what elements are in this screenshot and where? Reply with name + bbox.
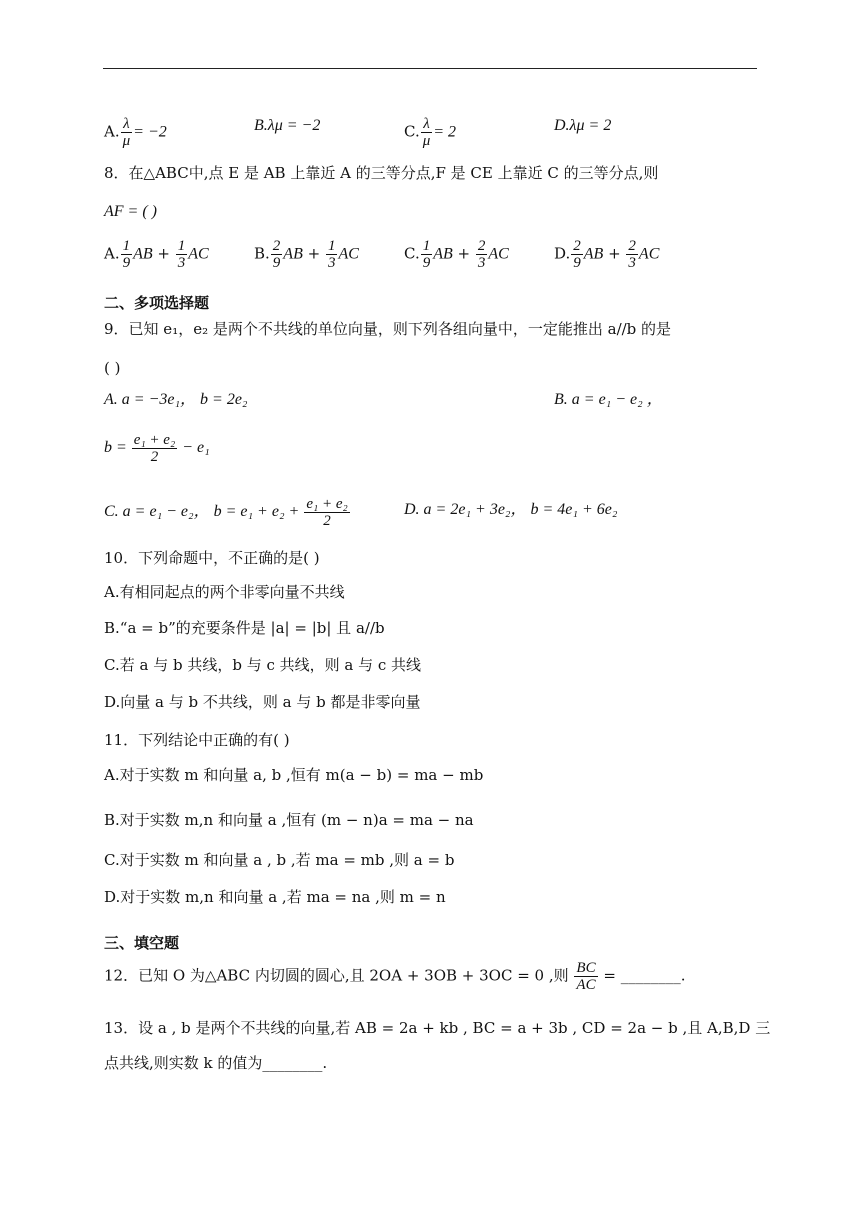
fraction: $\frac{2}{3}$	[477, 238, 486, 271]
vector-term: AC	[338, 245, 359, 263]
q7-a-fraction: $\frac{\lambda}{\mu}$	[122, 116, 131, 149]
option-label: A.	[104, 244, 120, 263]
option-label: C.	[404, 244, 420, 263]
q7-c-fraction: $\frac{\lambda}{\mu}$	[422, 116, 431, 149]
q11-option-d: D.对于实数 m,n 和向量 a ,若 ma = na ,则 m = n	[104, 888, 446, 906]
vector-term: AB	[283, 245, 303, 263]
fraction: $\frac{2}{9}$	[573, 238, 581, 271]
plus-sign: +	[302, 244, 325, 263]
q9-option-a: A. a = −3e₁， b = 2e₂	[104, 391, 248, 408]
option-label: D.	[554, 244, 571, 263]
vector-term: AB	[583, 245, 604, 263]
fraction: $\frac{2}{9}$	[272, 238, 281, 271]
q7-option-d: D.λμ = 2	[554, 117, 612, 134]
vector-term: AB	[433, 245, 453, 263]
fraction: $\frac{2}{3}$	[628, 238, 636, 271]
plus-sign: +	[452, 244, 475, 263]
q11-stem: 11．下列结论中正确的有( )	[104, 731, 290, 749]
q8-stem: 8．在△ABC中,点 E 是 AB 上靠近 A 的三等分点,F 是 CE 上靠近 C 的三等分点,则	[104, 164, 659, 182]
q10-option-b: B.“a = b”的充要条件是 |a| = |b| 且 a//b	[104, 619, 385, 637]
fraction: $\frac{1}{9}$	[122, 238, 131, 271]
q9-b-fraction: $\frac{\text{e₁ + e₂}}{2}$	[133, 432, 176, 465]
q9-paren: ( )	[104, 359, 121, 377]
fraction: $\frac{1}{9}$	[422, 238, 431, 271]
q7-option-b: B.λμ = −2	[254, 117, 321, 134]
vector-term: AC	[188, 245, 209, 263]
q10-option-a: A.有相同起点的两个非零向量不共线	[104, 583, 345, 601]
q12-line	[104, 960, 685, 993]
q8-option-c	[404, 238, 509, 271]
option-label: B.	[254, 244, 270, 263]
q10-option-c: C.若 a 与 b 共线，b 与 c 共线，则 a 与 c 共线	[104, 656, 422, 674]
plus-sign: +	[603, 244, 626, 263]
q10-stem: 10．下列命题中，不正确的是( )	[104, 549, 320, 567]
q10-option-d: D.向量 a 与 b 不共线，则 a 与 b 都是非零向量	[104, 693, 421, 711]
vector-term: AC	[488, 245, 509, 263]
q13-line-2: 点共线,则实数 k 的值为________.	[104, 1054, 328, 1072]
q11-option-c: C.对于实数 m 和向量 a , b ,若 ma = mb ,则 a = b	[104, 851, 455, 869]
q12-fraction: $\frac{BC}{AC}$	[576, 960, 596, 993]
q7-option-c: C. $\frac{\lambda}{\mu}$ = 2	[404, 116, 457, 149]
fraction: $\frac{1}{3}$	[327, 238, 336, 271]
q12-stem: 12．已知 O 为△ABC 内切圆的圆心,且 2OA + 3OB + 3OC = 0 ,则	[104, 966, 569, 985]
header-rule	[103, 68, 757, 69]
section-heading-multi: 二、多项选择题	[104, 294, 210, 312]
q9-stem: 9．已知 e₁，e₂ 是两个不共线的单位向量，则下列各组向量中，一定能推出 a//b 的是	[104, 320, 672, 338]
q12-blank: = ________.	[603, 966, 686, 985]
q11-option-b: B.对于实数 m,n 和向量 a ,恒有 (m − n)a = ma − na	[104, 811, 474, 829]
section-heading-fill: 三、填空题	[104, 934, 180, 952]
fraction: $\frac{1}{3}$	[177, 238, 186, 271]
q8-stem-2: AF = ( )	[104, 203, 157, 220]
q7-option-a: A. $\frac{\lambda}{\mu}$ = −2	[104, 116, 167, 149]
plus-sign: +	[152, 244, 175, 263]
q9-option-d: D. a = 2e₁ + 3e₂， b = 4e₁ + 6e₂	[404, 501, 618, 518]
q11-option-a: A.对于实数 m 和向量 a, b ,恒有 m(a − b) = ma − mb	[104, 766, 484, 784]
q9-option-b-part2: b = $\frac{\text{e₁ + e₂}}{2}$ − e₁	[104, 432, 210, 465]
q8-option-b	[254, 238, 359, 271]
q9-option-c: C. a = e₁ − e₂， b = e₁ + e₂ + $\frac{\text{e₁ + e₂}}{2}$	[104, 496, 348, 529]
q8-option-a	[104, 238, 209, 271]
q8-option-d	[554, 238, 659, 271]
q9-option-b-part1: B. a = e₁ − e₂ ，	[554, 391, 663, 408]
vector-term: AB	[133, 245, 153, 263]
q13-line-1: 13．设 a , b 是两个不共线的向量,若 AB = 2a + kb , BC = a + 3b , CD = 2a − b ,且 A,B,D 三	[104, 1019, 771, 1037]
q9-c-fraction: $\frac{\text{e₁ + e₂}}{2}$	[306, 496, 348, 529]
vector-term: AC	[638, 245, 660, 263]
